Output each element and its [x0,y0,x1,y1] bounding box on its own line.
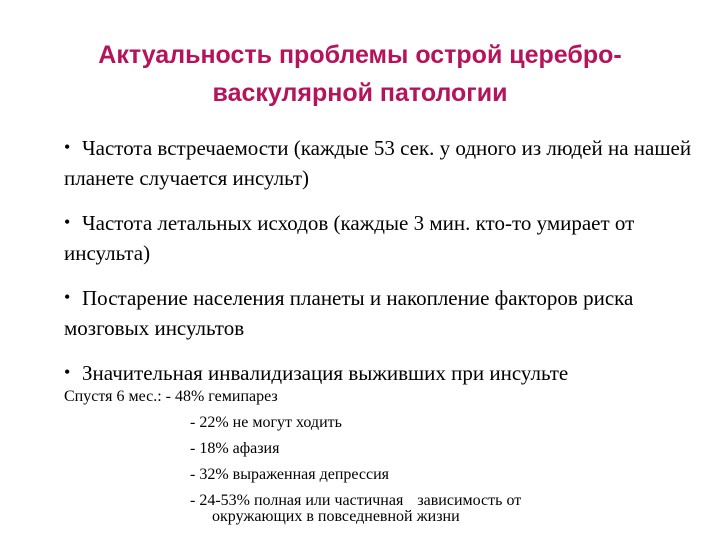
bullet-list [64,132,704,402]
bullet-icon: • [64,212,71,232]
bullet-item-aging [64,282,704,343]
bullet-item-frequency [64,132,704,193]
bullet-item-mortality [64,207,704,268]
stat-row: - 22% не могут ходить [190,414,342,431]
bullet-text: Значительная инвалидизация выживших при инсульте [82,361,569,385]
stats-lead: Спустя 6 мес.: - 48% гемипарез [64,388,278,405]
stat-text: - 24-53% полная или частичная [190,492,404,509]
bullet-text: Постарение населения планеты и накопление факторов риска мозговых инсультов [64,286,634,340]
bullet-text: Частота встречаемости (каждые 53 сек. у одного из людей на нашей планете случается инсульт) [64,136,692,190]
bullet-icon: • [64,137,71,157]
slide-title: Актуальность проблемы острой церебро-васкулярной патологии [98,41,622,107]
stat-row-dependency [64,488,704,525]
stat-text-continuation: окружающих в повседневной жизни [212,508,460,525]
bullet-icon: • [64,287,71,307]
stat-row: - 32% выраженная депрессия [190,466,390,483]
stat-text: зависимость от [417,492,522,509]
outcome-stats [64,384,704,525]
stat-row: - 18% афазия [190,440,280,457]
bullet-text: Частота летальных исходов (каждые 3 мин. кто-то умирает от инсульта) [64,211,635,265]
bullet-icon: • [64,362,71,382]
